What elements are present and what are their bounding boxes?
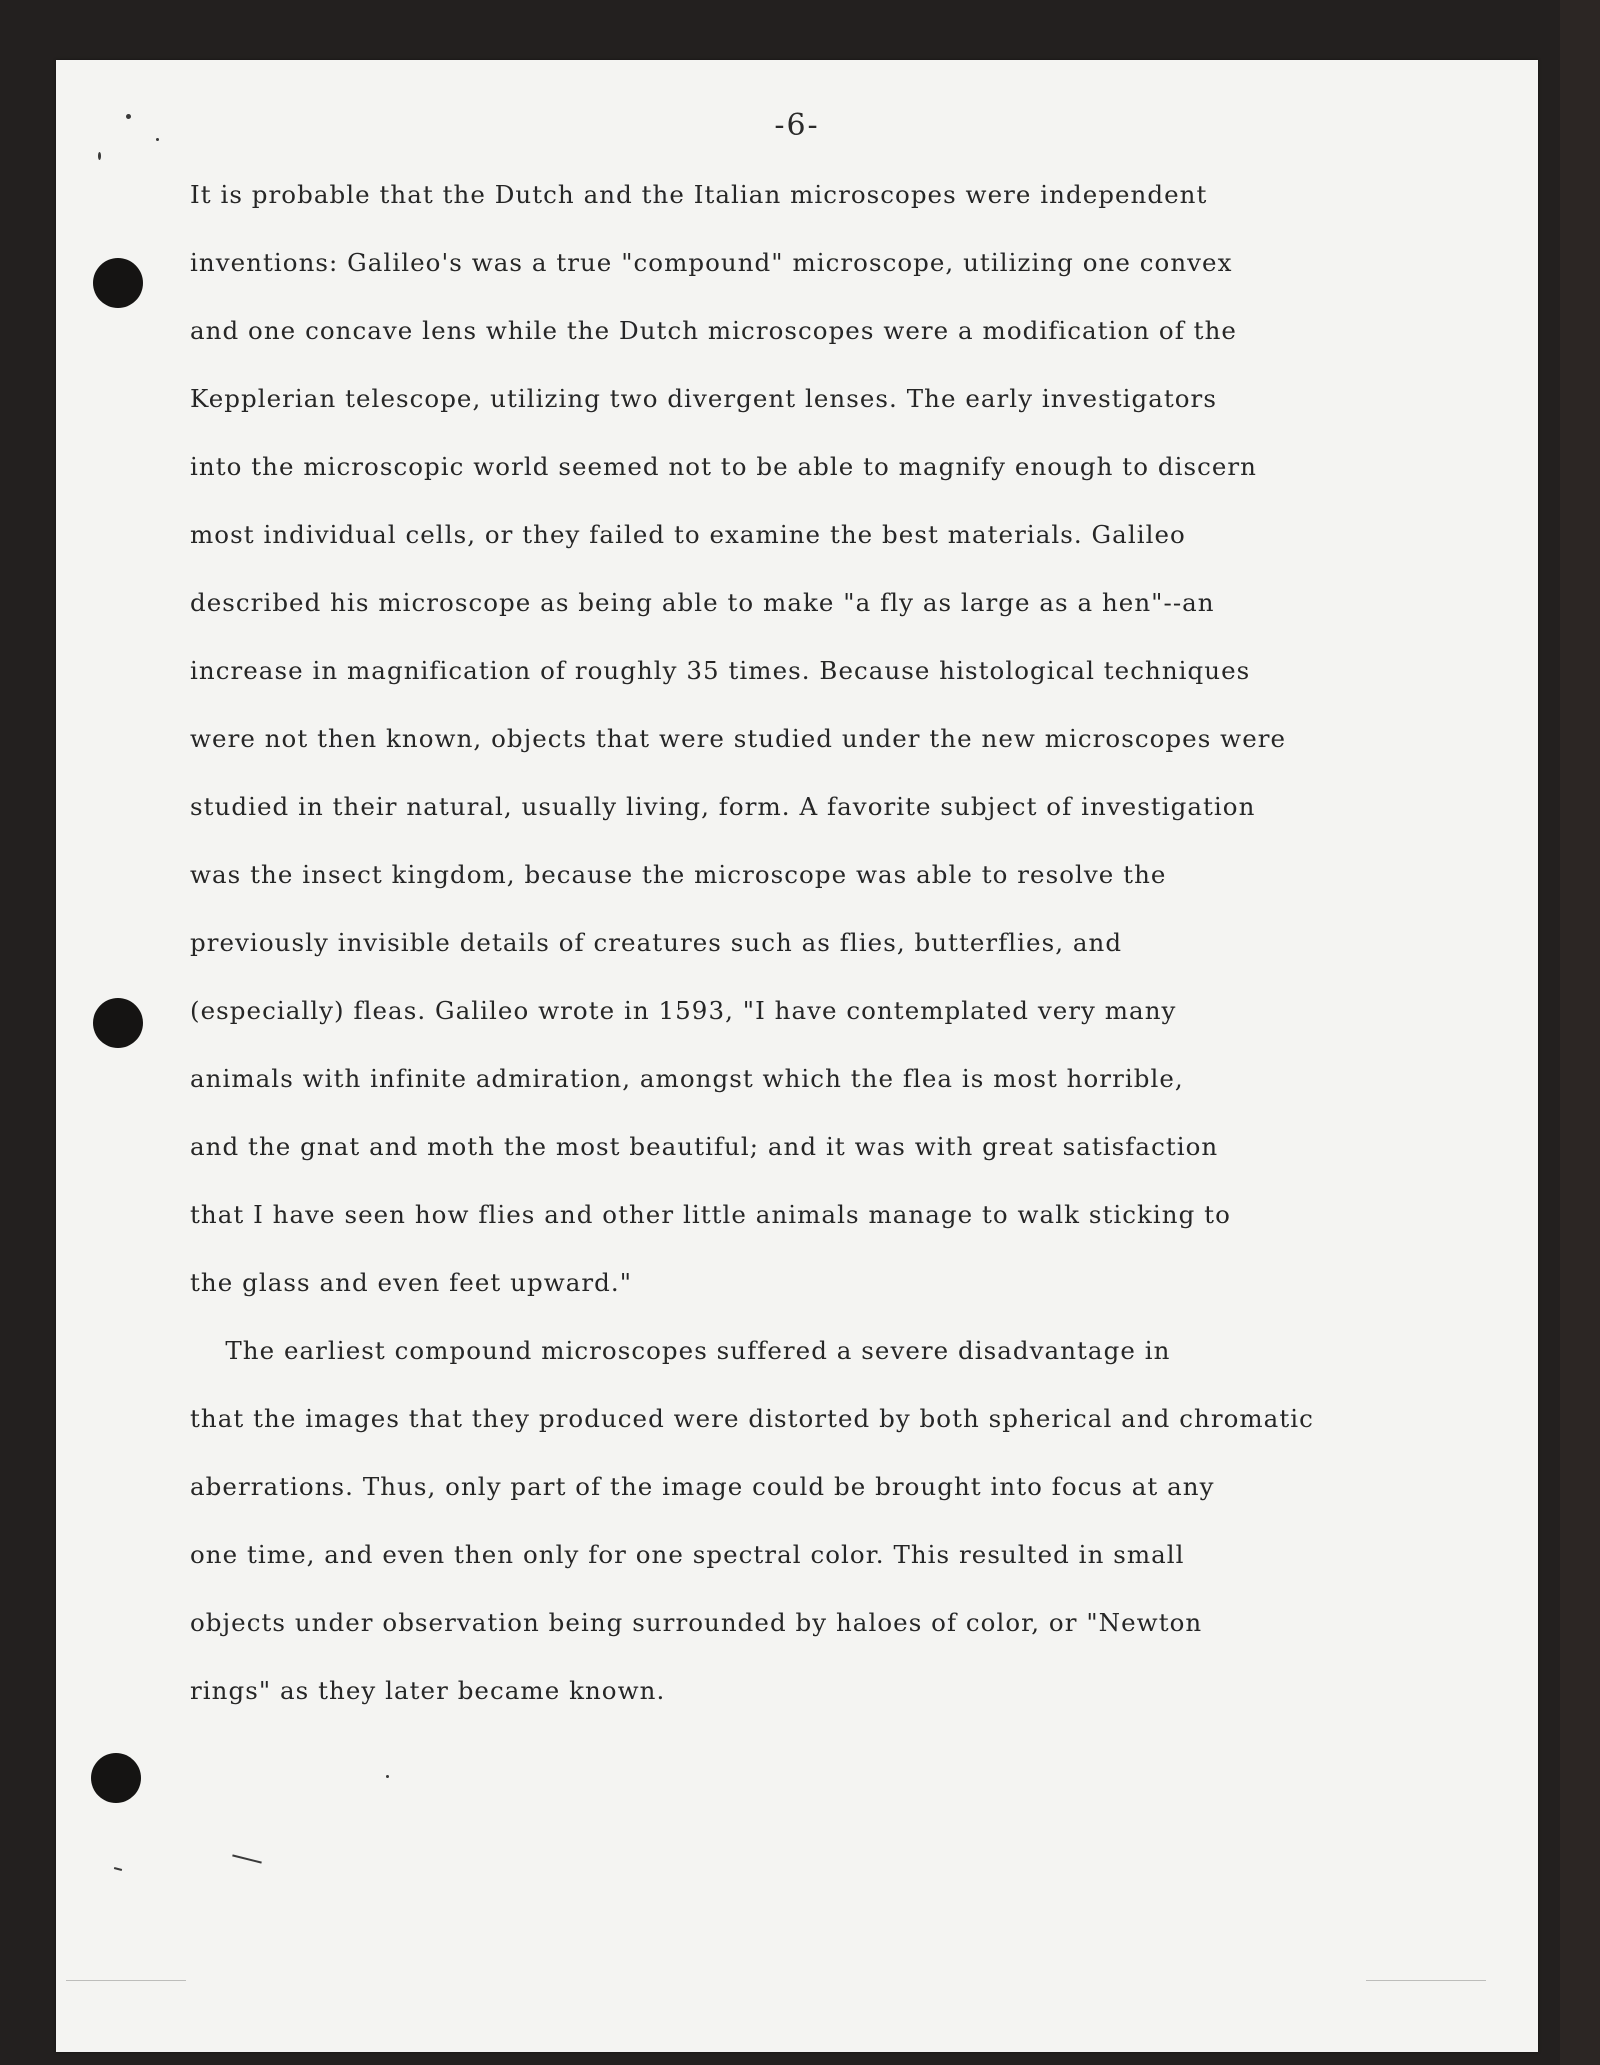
text-line: that the images that they produced were distorted by both spherical and chromatic <box>190 1404 1314 1433</box>
text-line: aberrations. Thus, only part of the image could be brought into focus at any <box>190 1472 1215 1501</box>
typed-page <box>56 60 1538 2052</box>
scan-mark <box>232 1854 262 1863</box>
scan-speck <box>126 114 131 119</box>
punch-hole-top <box>93 258 143 308</box>
scan-mark <box>114 1867 122 1871</box>
text-line: studied in their natural, usually living, form. A favorite subject of investigation <box>190 792 1256 821</box>
text-line: It is probable that the Dutch and the Italian microscopes were independent <box>190 180 1208 209</box>
text-line: previously invisible details of creatures such as flies, butterflies, and <box>190 928 1123 957</box>
scan-backdrop <box>1560 0 1600 2065</box>
punch-hole-middle <box>93 998 143 1048</box>
text-line: objects under observation being surrounded by haloes of color, or "Newton <box>190 1608 1203 1637</box>
text-line: the glass and even feet upward." <box>190 1268 633 1297</box>
text-line: that I have seen how flies and other little animals manage to walk sticking to <box>190 1200 1231 1229</box>
scan-speck <box>98 152 101 160</box>
page-bottom-edge <box>66 1980 186 1981</box>
text-line: animals with infinite admiration, amongst which the flea is most horrible, <box>190 1064 1184 1093</box>
punch-hole-bottom <box>91 1753 141 1803</box>
text-line: and one concave lens while the Dutch microscopes were a modification of the <box>190 316 1237 345</box>
text-line: was the insect kingdom, because the microscope was able to resolve the <box>190 860 1167 889</box>
page-number: -6- <box>774 108 820 143</box>
page-bottom-edge <box>1366 1980 1486 1981</box>
text-line: (especially) fleas. Galileo wrote in 1593, "I have contemplated very many <box>190 996 1177 1025</box>
scan-speck <box>156 138 159 141</box>
text-line: inventions: Galileo's was a true "compound" microscope, utilizing one convex <box>190 248 1233 277</box>
paragraph-start-line: The earliest compound microscopes suffered a severe disadvantage in <box>190 1336 1171 1365</box>
text-line: Kepplerian telescope, utilizing two divergent lenses. The early investigators <box>190 384 1217 413</box>
text-line: one time, and even then only for one spectral color. This resulted in small <box>190 1540 1185 1569</box>
text-line: were not then known, objects that were studied under the new microscopes were <box>190 724 1287 753</box>
text-line: most individual cells, or they failed to examine the best materials. Galileo <box>190 520 1186 549</box>
text-line: and the gnat and moth the most beautiful; and it was with great satisfaction <box>190 1132 1219 1161</box>
scan-speck <box>386 1775 389 1778</box>
text-line: into the microscopic world seemed not to be able to magnify enough to discern <box>190 452 1257 481</box>
text-line: rings" as they later became known. <box>190 1676 666 1705</box>
text-line: increase in magnification of roughly 35 times. Because histological techniques <box>190 656 1251 685</box>
text-line: described his microscope as being able to make "a fly as large as a hen"--an <box>190 588 1215 617</box>
